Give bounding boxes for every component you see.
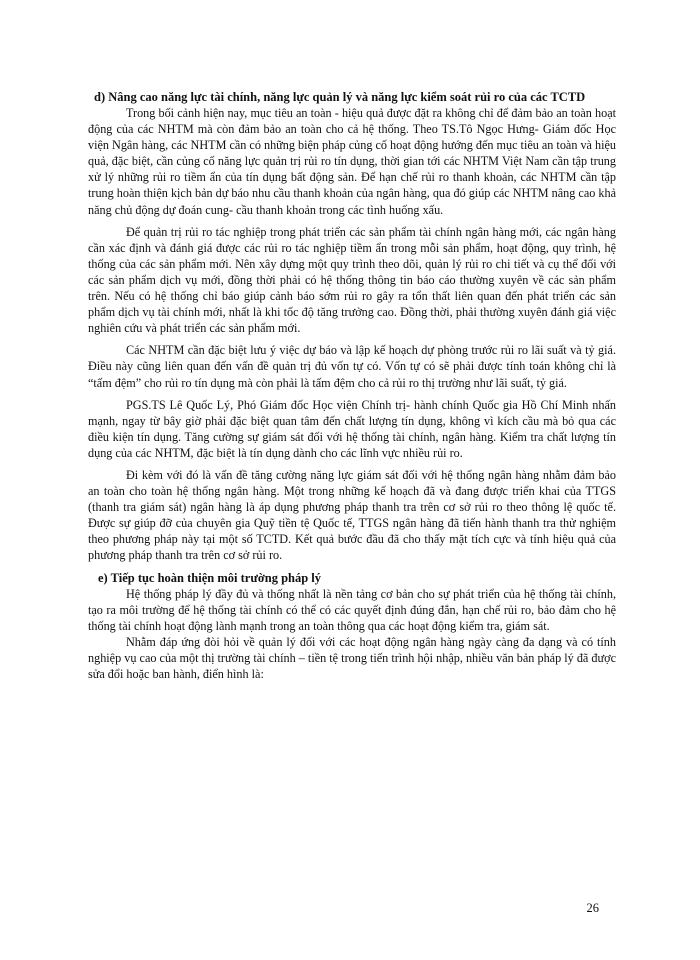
section-e-paragraph-2: Nhằm đáp ứng đòi hỏi về quản lý đối với các hoạt động ngân hàng ngày càng đa dạng và có tính nghiệp vụ cao của một thị trường tài chính – tiền tệ trong tiến trình hội nhập, nhiều văn bản pháp lý đã được sửa đổi hoặc ban hành, điển hình là: — [88, 634, 616, 681]
section-d-paragraph-5: Đi kèm với đó là vấn đề tăng cường năng lực giám sát đối với hệ thống ngân hàng nhằm đảm bảo an toàn cho toàn hệ thống ngân hàng. Một trong những kế hoạch đã và đang được triển khai của TTGS (thanh tra giám sát) ngân hàng là áp dụng phương pháp thanh tra trên cơ sở rủi ro theo thông lệ quốc tế. Được sự giúp đỡ của chuyên gia Quỹ tiền tệ Quốc tế, TTGS ngân hàng đã tiến hành thanh tra thử nghiệm theo phương pháp này tại một số TCTD. Kết quả bước đầu đã cho thấy mặt tích cực và tính hiệu quả của phương pháp thanh tra trên cơ sở rủi ro. — [88, 467, 616, 563]
section-d-heading: d) Nâng cao năng lực tài chính, năng lực quản lý và năng lực kiểm soát rủi ro của các TCTD — [94, 90, 586, 104]
section-d-paragraph-2: Để quản trị rủi ro tác nghiệp trong phát triển các sản phẩm tài chính ngân hàng mới, các ngân hàng cần xác định và đánh giá được các rủi ro tác nghiệp tiềm ẩn trong mỗi sản phẩm, hoạt động, quy trình, hệ thống của các sản phẩm mới. Nên xây dựng một quy trình theo dõi, quản lý rủi ro chi tiết và cụ thể đối với các sản phẩm dịch vụ mới, đồng thời phải có hệ thống thông tin báo cáo thường xuyên về các sản phẩm trên. Nếu có hệ thống chỉ báo giúp cảnh báo sớm rủi ro gây ra tổn thất liên quan đến phát triển các sản phẩm dịch vụ tài chính mới, nhất là khi tốc độ tăng trưởng cao. Đồng thời, phải thường xuyên đánh giá việc nghiên cứu và phát triển các sản phẩm mới. — [88, 224, 616, 336]
section-d-paragraph-1: Trong bối cảnh hiện nay, mục tiêu an toàn - hiệu quả được đặt ra không chỉ để đảm bảo an toàn hoạt động của các NHTM mà còn đảm bảo an toàn cho cả hệ thống. Theo TS.Tô Ngọc Hưng- Giám đốc Học viện Ngân hàng, các NHTM cần có những biện pháp củng cố hoạt động hướng đến mục tiêu an toàn và hiệu quả, đặc biệt, cần củng cố năng lực quản trị rủi ro tín dụng, thời gian tới các NHTM Việt Nam cần tập trung xử lý những rủi ro tiềm ẩn của tín dụng bất động sản. Để hạn chế rủi ro thanh khoản, các NHTM cần tập trung hoàn thiện kịch bản dự báo nhu cầu thanh khoản của ngân hàng, qua đó giúp các NHTM nâng cao khả năng chủ động dự đoán cung- cầu thanh khoản trong các tình huống xấu. — [88, 106, 616, 217]
page-number: 26 — [586, 901, 599, 915]
section-e-heading: e) Tiếp tục hoàn thiện môi trường pháp lý — [98, 570, 322, 585]
page-content — [88, 89, 616, 682]
section-d-paragraph-3: Các NHTM cần đặc biệt lưu ý việc dự báo và lập kế hoạch dự phòng trước rủi ro lãi suất và tỷ giá. Điều này cũng liên quan đến vấn đề quản trị đủ vốn tự có. Vốn tự có sẽ phải được tính toán không chỉ là “tấm đệm” cho rủi ro tín dụng mà còn phải là tấm đệm cho cả rủi ro thị trường như lãi suất, tỷ giá. — [88, 343, 616, 390]
section-e-paragraph-1: Hệ thống pháp lý đầy đủ và thống nhất là nền tảng cơ bản cho sự phát triển của hệ thống tài chính, tạo ra môi trường để hệ thống tài chính có thể có các quyết định đúng đắn, hạn chế rủi ro, bảo đảm cho hệ thống tài chính hoạt động lành mạnh trong an toàn thông qua các hoạt động kiểm tra, giám sát. — [88, 586, 616, 633]
section-d-paragraph-4: PGS.TS Lê Quốc Lý, Phó Giám đốc Học viện Chính trị- hành chính Quốc gia Hồ Chí Minh nhấn mạnh, ngay từ bây giờ phải đặc biệt quan tâm đến chất lượng tín dụng, không vì kích cầu mà bỏ qua các điều kiện tín dụng. Tăng cường sự giám sát đối với hệ thống tài chính, ngân hàng. Kiểm tra chất lượng tín dụng của các NHTM, đặc biệt là tín dụng dành cho các lĩnh vực nhiều rủi ro. — [88, 397, 616, 460]
